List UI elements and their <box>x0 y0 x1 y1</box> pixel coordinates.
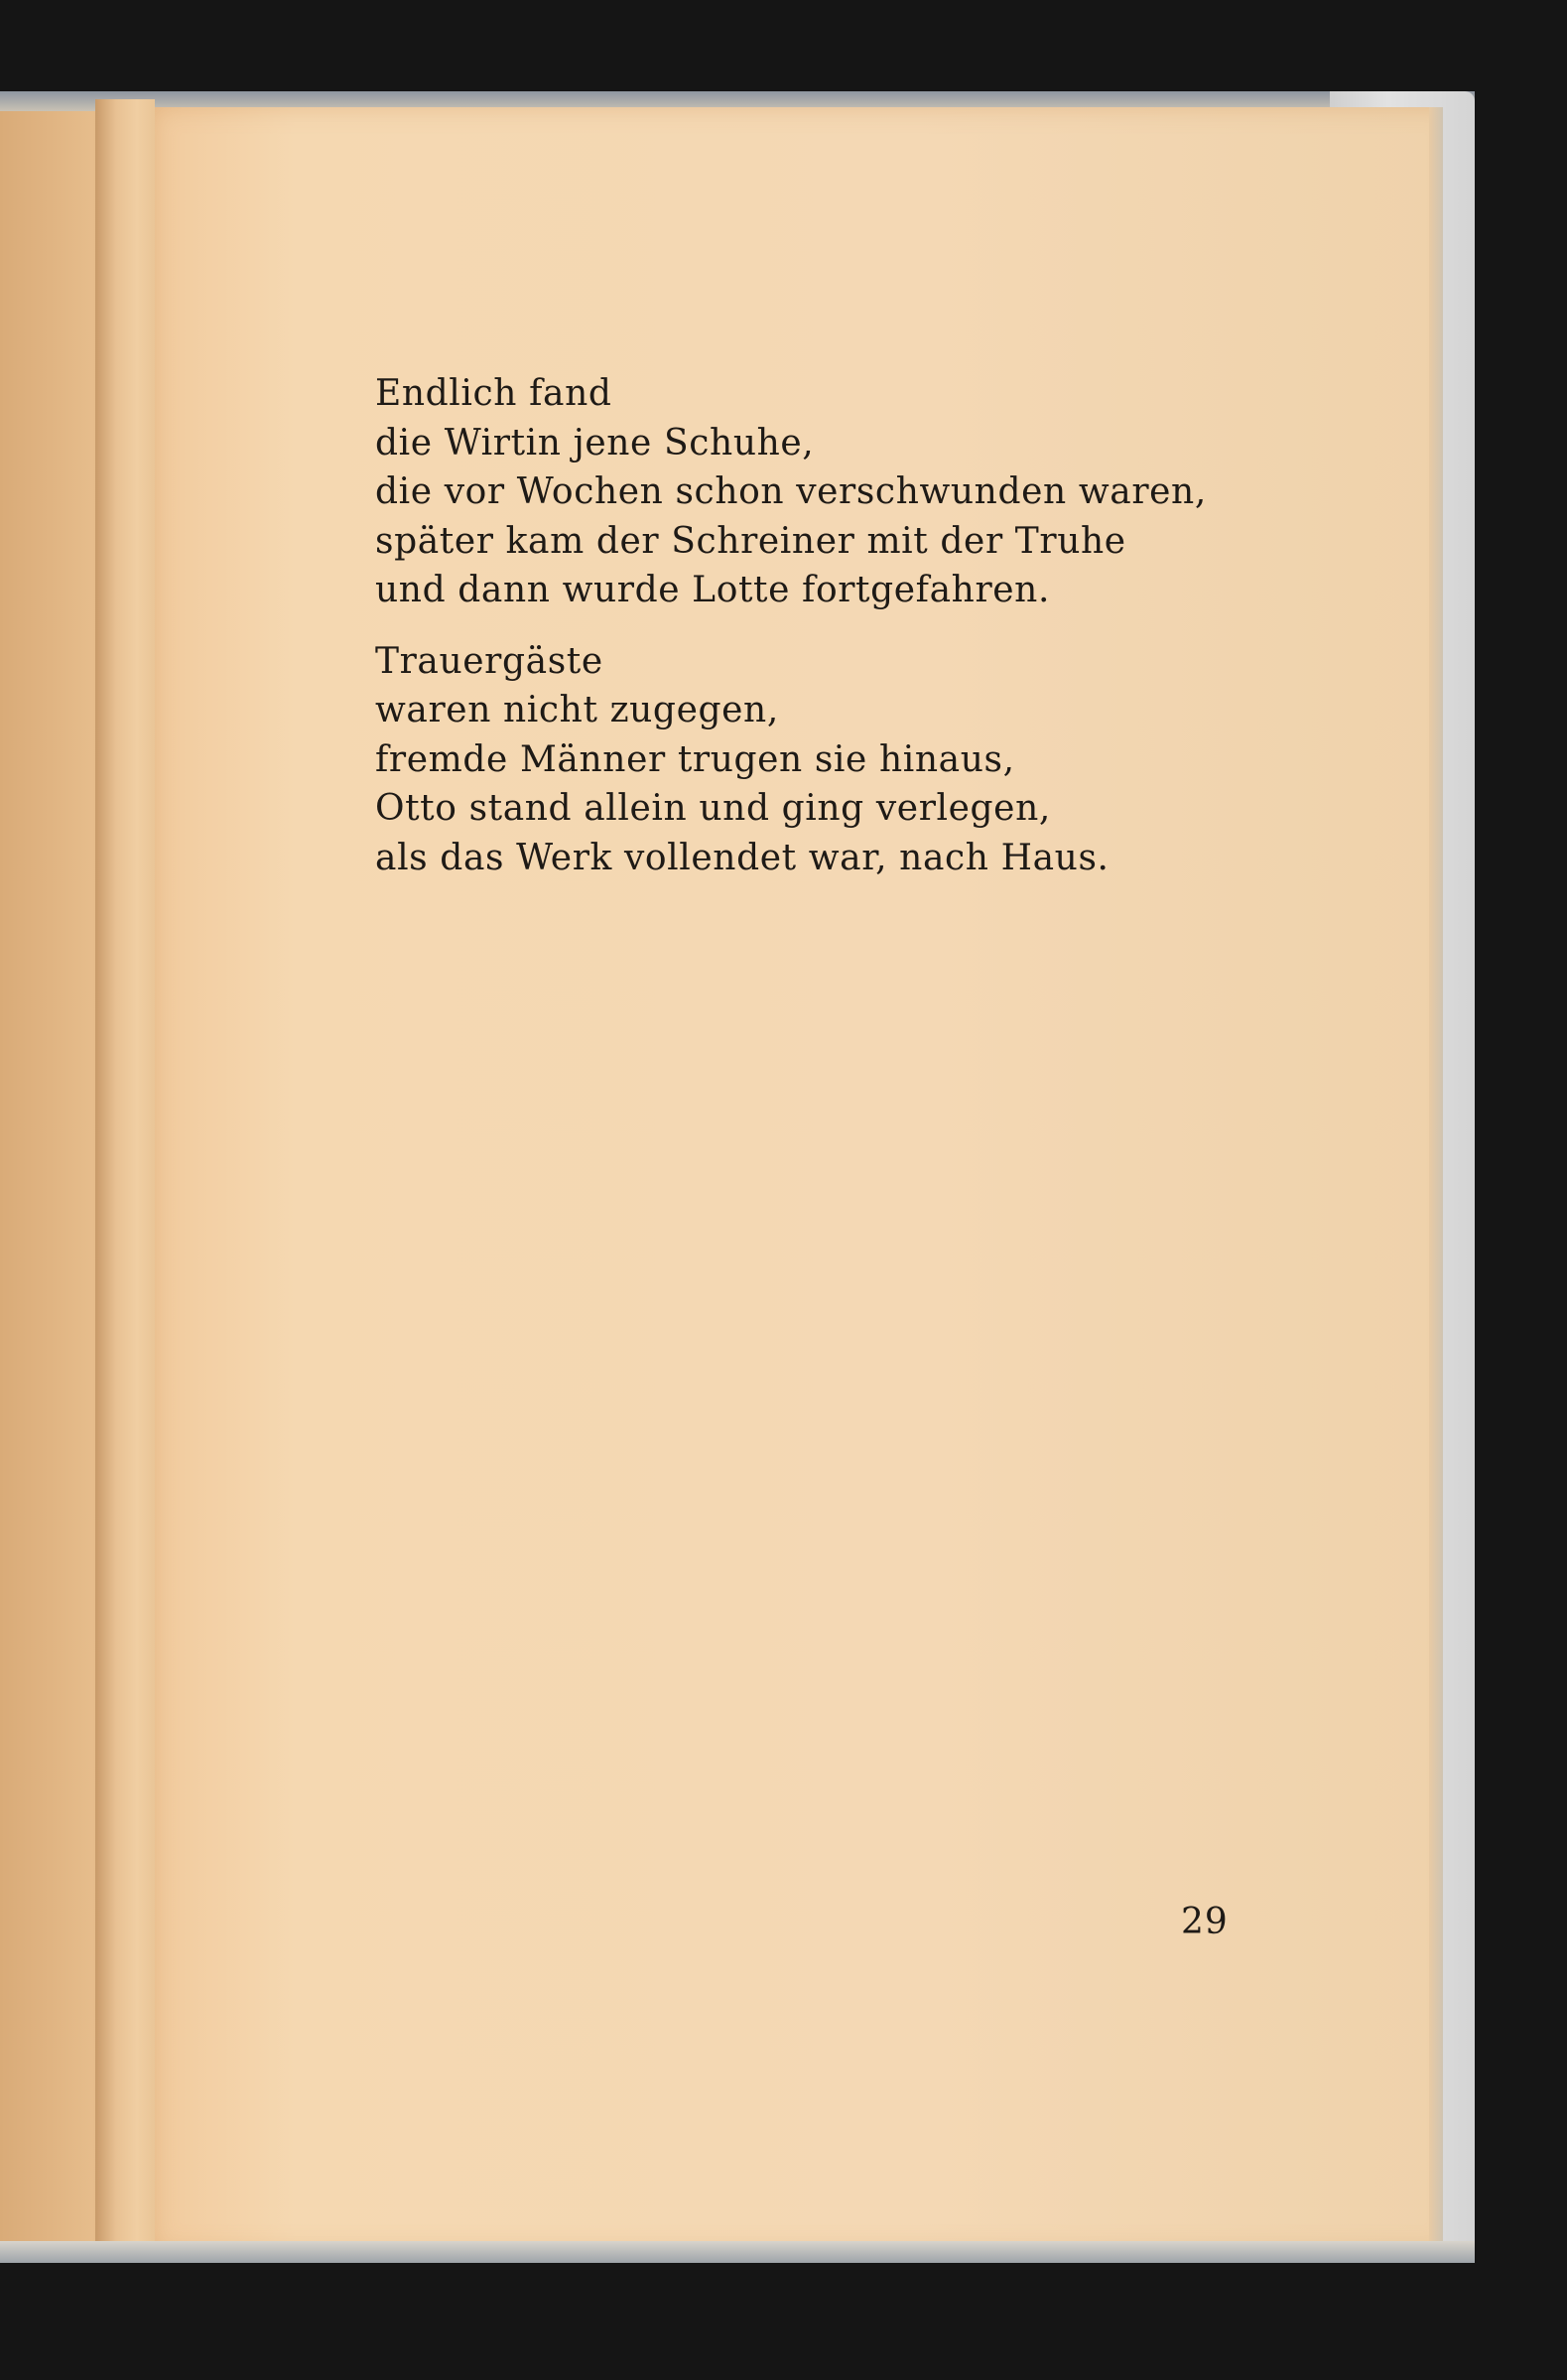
page-fore-edge <box>1429 107 1443 2251</box>
poem-line: die Wirtin jene Schuhe, <box>375 422 815 463</box>
poem-line: als das Werk vollendet war, nach Haus. <box>375 837 1110 878</box>
poem-line: Trauergäste <box>375 640 603 682</box>
stanza-1 <box>375 369 1268 615</box>
poem-text <box>375 369 1268 904</box>
poem-line: fremde Männer trugen sie hinaus, <box>375 738 1015 780</box>
poem-line: waren nicht zugegen, <box>375 690 779 730</box>
poem-line: und dann wurde Lotte fortgefahren. <box>375 570 1050 610</box>
poem-line: die vor Wochen schon verschwunden waren, <box>375 471 1207 512</box>
poem-line: später kam der Schreiner mit der Truhe <box>375 520 1126 562</box>
poem-line: Otto stand allein und ging verlegen, <box>375 788 1051 829</box>
stanza-2 <box>375 637 1268 883</box>
page-number: 29 <box>1181 1902 1229 1942</box>
book-gutter <box>95 99 155 2263</box>
poem-line: Endlich fand <box>375 373 612 414</box>
cover-bottom-edge <box>0 2241 1475 2263</box>
